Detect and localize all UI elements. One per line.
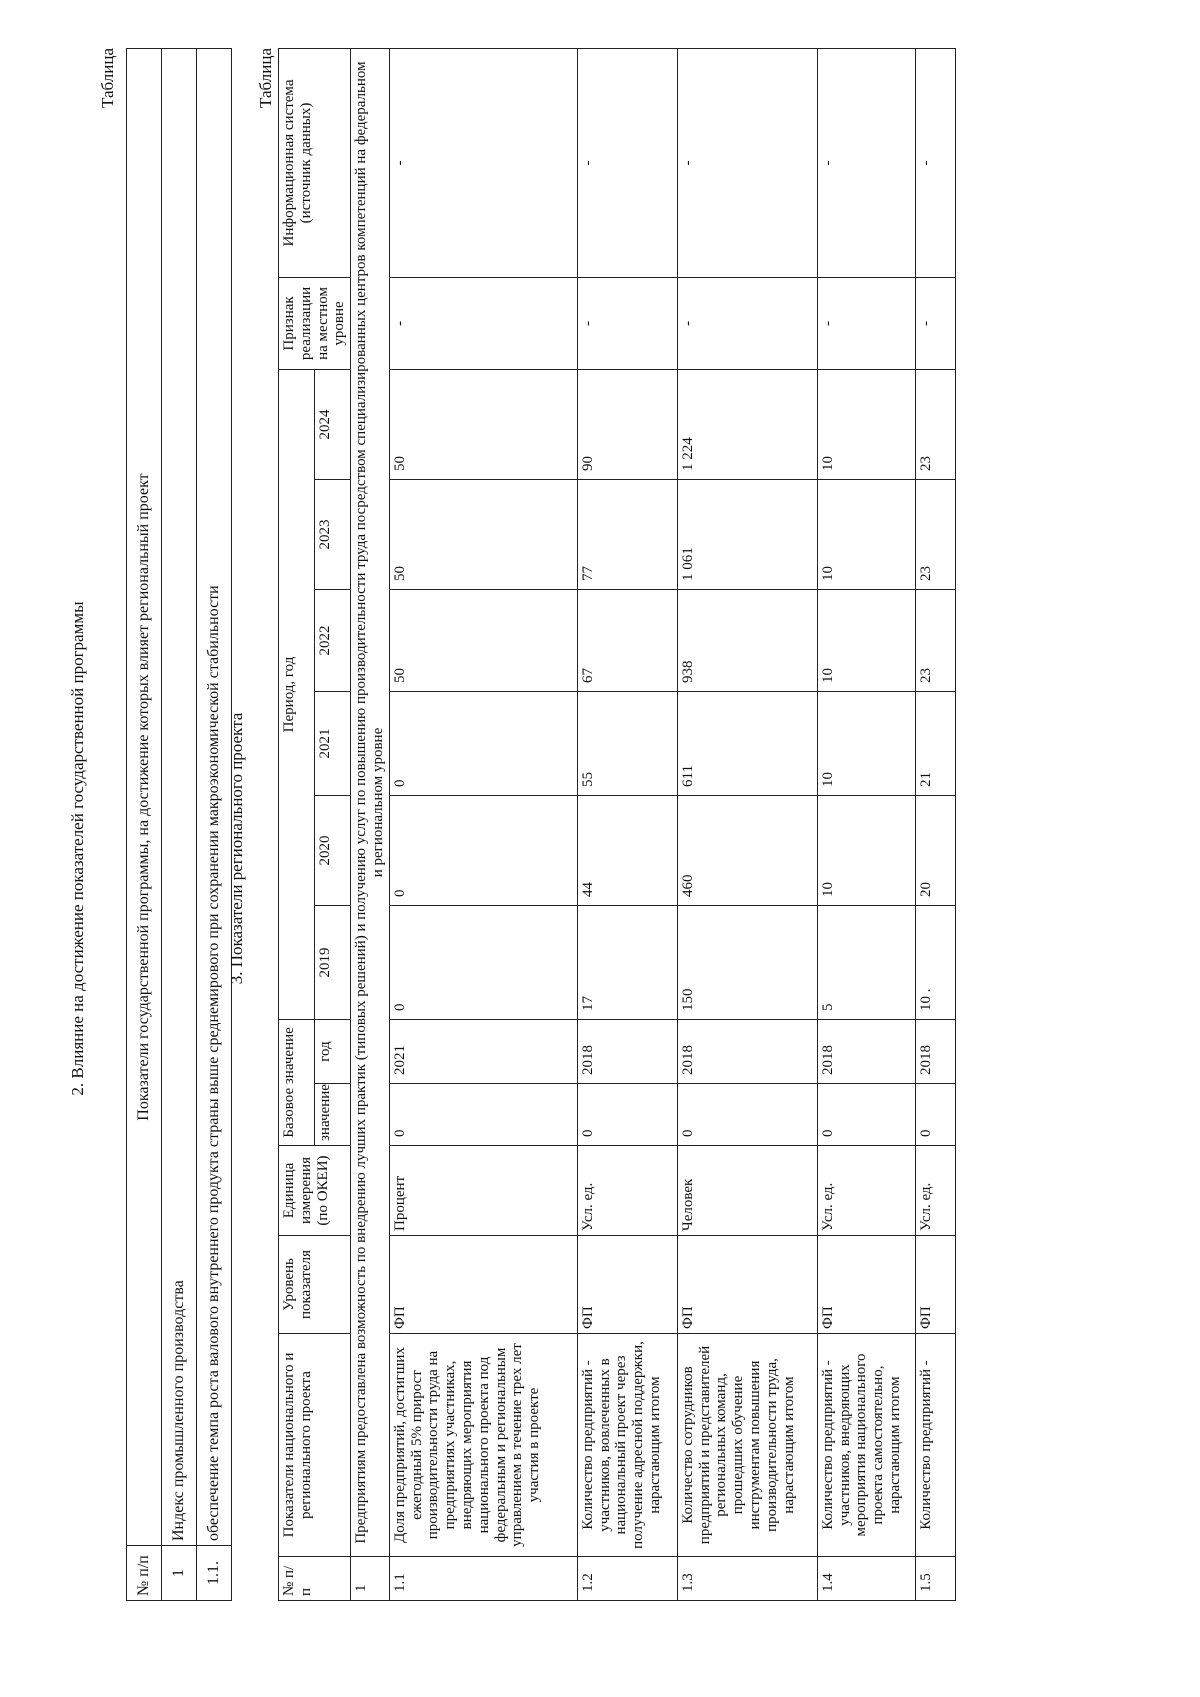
header-year-2021: 2021 xyxy=(315,691,351,795)
group-num: 1 xyxy=(351,1557,390,1601)
header-period: Период, год xyxy=(279,369,315,1019)
row-level: ФП xyxy=(915,1236,955,1334)
row-value-2020: 20 xyxy=(915,795,955,905)
row-value-2023: 1 061 xyxy=(677,479,817,589)
table-row xyxy=(817,49,915,1601)
row-base-year: 2018 xyxy=(915,1019,955,1083)
row-indicator-name: Количество сотрудников предприятий и представителей региональных команд, прошедших обучение инструментам повышения производительности труда, нарастающим итогом xyxy=(677,1334,817,1557)
row-value-2022: 67 xyxy=(577,589,677,691)
row-base-year: 2018 xyxy=(677,1019,817,1083)
row-base-value: 0 xyxy=(677,1084,817,1146)
row-level: ФП xyxy=(817,1236,915,1334)
header-year-2020: 2020 xyxy=(315,795,351,905)
row-text: обеспечение темпа роста валового внутреннего продукта страны выше среднемирового при сохранении макроэкономической стабильности xyxy=(197,49,232,1546)
table-row xyxy=(389,49,577,1601)
row-num: 1.1 xyxy=(389,1557,577,1601)
table-row xyxy=(577,49,677,1601)
row-value-2020: 10 xyxy=(817,795,915,905)
row-value-2022: 938 xyxy=(677,589,817,691)
table-row xyxy=(677,49,817,1601)
row-local-flag: - xyxy=(577,277,677,369)
row-num: 1.2 xyxy=(577,1557,677,1601)
row-unit: Процент xyxy=(389,1146,577,1236)
row-value-2019: 5 xyxy=(817,905,915,1019)
row-infosys: - xyxy=(915,49,955,278)
row-indicator-name: Доля предприятий, достигших ежегодный 5% прирост производительности труда на предприятиях участниках, внедряющих мероприятия национального проекта под федеральным и региональным управлением в течение трех лет участия в проекте xyxy=(389,1334,577,1557)
row-local-flag: - xyxy=(677,277,817,369)
row-value-2019: 150 xyxy=(677,905,817,1019)
row-value-2019: 10 . xyxy=(915,905,955,1019)
row-value-2024: 50 xyxy=(389,369,577,479)
row-infosys: - xyxy=(577,49,677,278)
row-value-2019: 17 xyxy=(577,905,677,1019)
group-title: Предприятиям предоставлена возможность по внедрению лучших практик (типовых решений) и получению услуг по повышению производительности труда посредством специализированных центров компетенций на федеральном и региональном уровне xyxy=(351,49,390,1557)
row-base-year: 2021 xyxy=(389,1019,577,1083)
row-num: 1.4 xyxy=(817,1557,915,1601)
header-unit: Единица измерения (по ОКЕИ) xyxy=(279,1146,351,1236)
header-base-year: год xyxy=(315,1019,351,1083)
group-row xyxy=(351,49,390,1601)
row-base-year: 2018 xyxy=(577,1019,677,1083)
row-value-2022: 10 xyxy=(817,589,915,691)
section3-heading: 3. Показатели регионального проекта xyxy=(227,712,246,985)
row-base-value: 0 xyxy=(817,1084,915,1146)
row-base-value: 0 xyxy=(915,1084,955,1146)
col-num-header: № п/п xyxy=(127,1546,162,1601)
header-indicator: Показатели национального и регионального проекта xyxy=(279,1334,351,1557)
row-value-2023: 77 xyxy=(577,479,677,589)
row-value-2022: 23 xyxy=(915,589,955,691)
row-num: 1.3 xyxy=(677,1557,817,1601)
row-unit: Усл. ед. xyxy=(577,1146,677,1236)
row-value-2020: 44 xyxy=(577,795,677,905)
regional-project-indicators-table xyxy=(278,48,956,1601)
row-unit: Усл. ед. xyxy=(915,1146,955,1236)
row-indicator-name: Количество предприятий - xyxy=(915,1334,955,1557)
table-row xyxy=(915,49,955,1601)
header-base: Базовое значение xyxy=(279,1019,315,1145)
row-level: ФП xyxy=(677,1236,817,1334)
header-year-2024: 2024 xyxy=(315,369,351,479)
row-value-2024: 10 xyxy=(817,369,915,479)
row-value-2021: 611 xyxy=(677,691,817,795)
section2-table-label: Таблица xyxy=(98,48,117,108)
row-infosys: - xyxy=(677,49,817,278)
row-local-flag: - xyxy=(817,277,915,369)
row-base-year: 2018 xyxy=(817,1019,915,1083)
row-value-2020: 460 xyxy=(677,795,817,905)
table-row xyxy=(162,49,197,1601)
header-year-2022: 2022 xyxy=(315,589,351,691)
row-local-flag: - xyxy=(915,277,955,369)
header-infosys: Информационная система (источник данных) xyxy=(279,49,351,278)
header-level: Уровень показателя xyxy=(279,1236,351,1334)
row-value-2019: 0 xyxy=(389,905,577,1019)
row-num: 1.5 xyxy=(915,1557,955,1601)
header-year-2023: 2023 xyxy=(315,479,351,589)
header-row-1 xyxy=(279,49,315,1601)
gov-program-indicators-table xyxy=(126,48,232,1601)
row-value-2024: 90 xyxy=(577,369,677,479)
row-num: 1.1. xyxy=(197,1546,232,1601)
row-value-2023: 50 xyxy=(389,479,577,589)
section3-table-label: Таблица xyxy=(256,48,275,108)
row-value-2024: 23 xyxy=(915,369,955,479)
col-title-header: Показатели государственной программы, на достижение которых влияет региональный проект xyxy=(127,49,162,1546)
row-base-value: 0 xyxy=(389,1084,577,1146)
row-value-2020: 0 xyxy=(389,795,577,905)
row-level: ФП xyxy=(577,1236,677,1334)
header-local: Признак реализации на местном уровне xyxy=(279,277,351,369)
row-infosys: - xyxy=(817,49,915,278)
header-year-2019: 2019 xyxy=(315,905,351,1019)
row-infosys: - xyxy=(389,49,577,278)
row-level: ФП xyxy=(389,1236,577,1334)
section2-heading: 2. Влияние на достижение показателей государственной программы xyxy=(68,601,87,1096)
row-value-2023: 23 xyxy=(915,479,955,589)
row-value-2022: 50 xyxy=(389,589,577,691)
indicator-rows xyxy=(389,49,955,1601)
row-indicator-name: Количество предприятий - участников, вовлеченных в национальный проект через получение адресной поддержки, нарастающим итогом xyxy=(577,1334,677,1557)
header-num: № п/п xyxy=(279,1557,351,1601)
row-num: 1 xyxy=(162,1546,197,1601)
row-value-2021: 55 xyxy=(577,691,677,795)
row-unit: Усл. ед. xyxy=(817,1146,915,1236)
row-base-value: 0 xyxy=(577,1084,677,1146)
row-value-2021: 0 xyxy=(389,691,577,795)
row-value-2024: 1 224 xyxy=(677,369,817,479)
row-value-2023: 10 xyxy=(817,479,915,589)
row-text: Индекс промышленного производства xyxy=(162,49,197,1546)
row-local-flag: - xyxy=(389,277,577,369)
table-header-row xyxy=(127,49,162,1601)
row-unit: Человек xyxy=(677,1146,817,1236)
row-value-2021: 10 xyxy=(817,691,915,795)
row-indicator-name: Количество предприятий - участников, внедряющих мероприятия национального проекта самостоятельно, нарастающим итогом xyxy=(817,1334,915,1557)
header-base-value: значение xyxy=(315,1084,351,1146)
row-value-2021: 21 xyxy=(915,691,955,795)
